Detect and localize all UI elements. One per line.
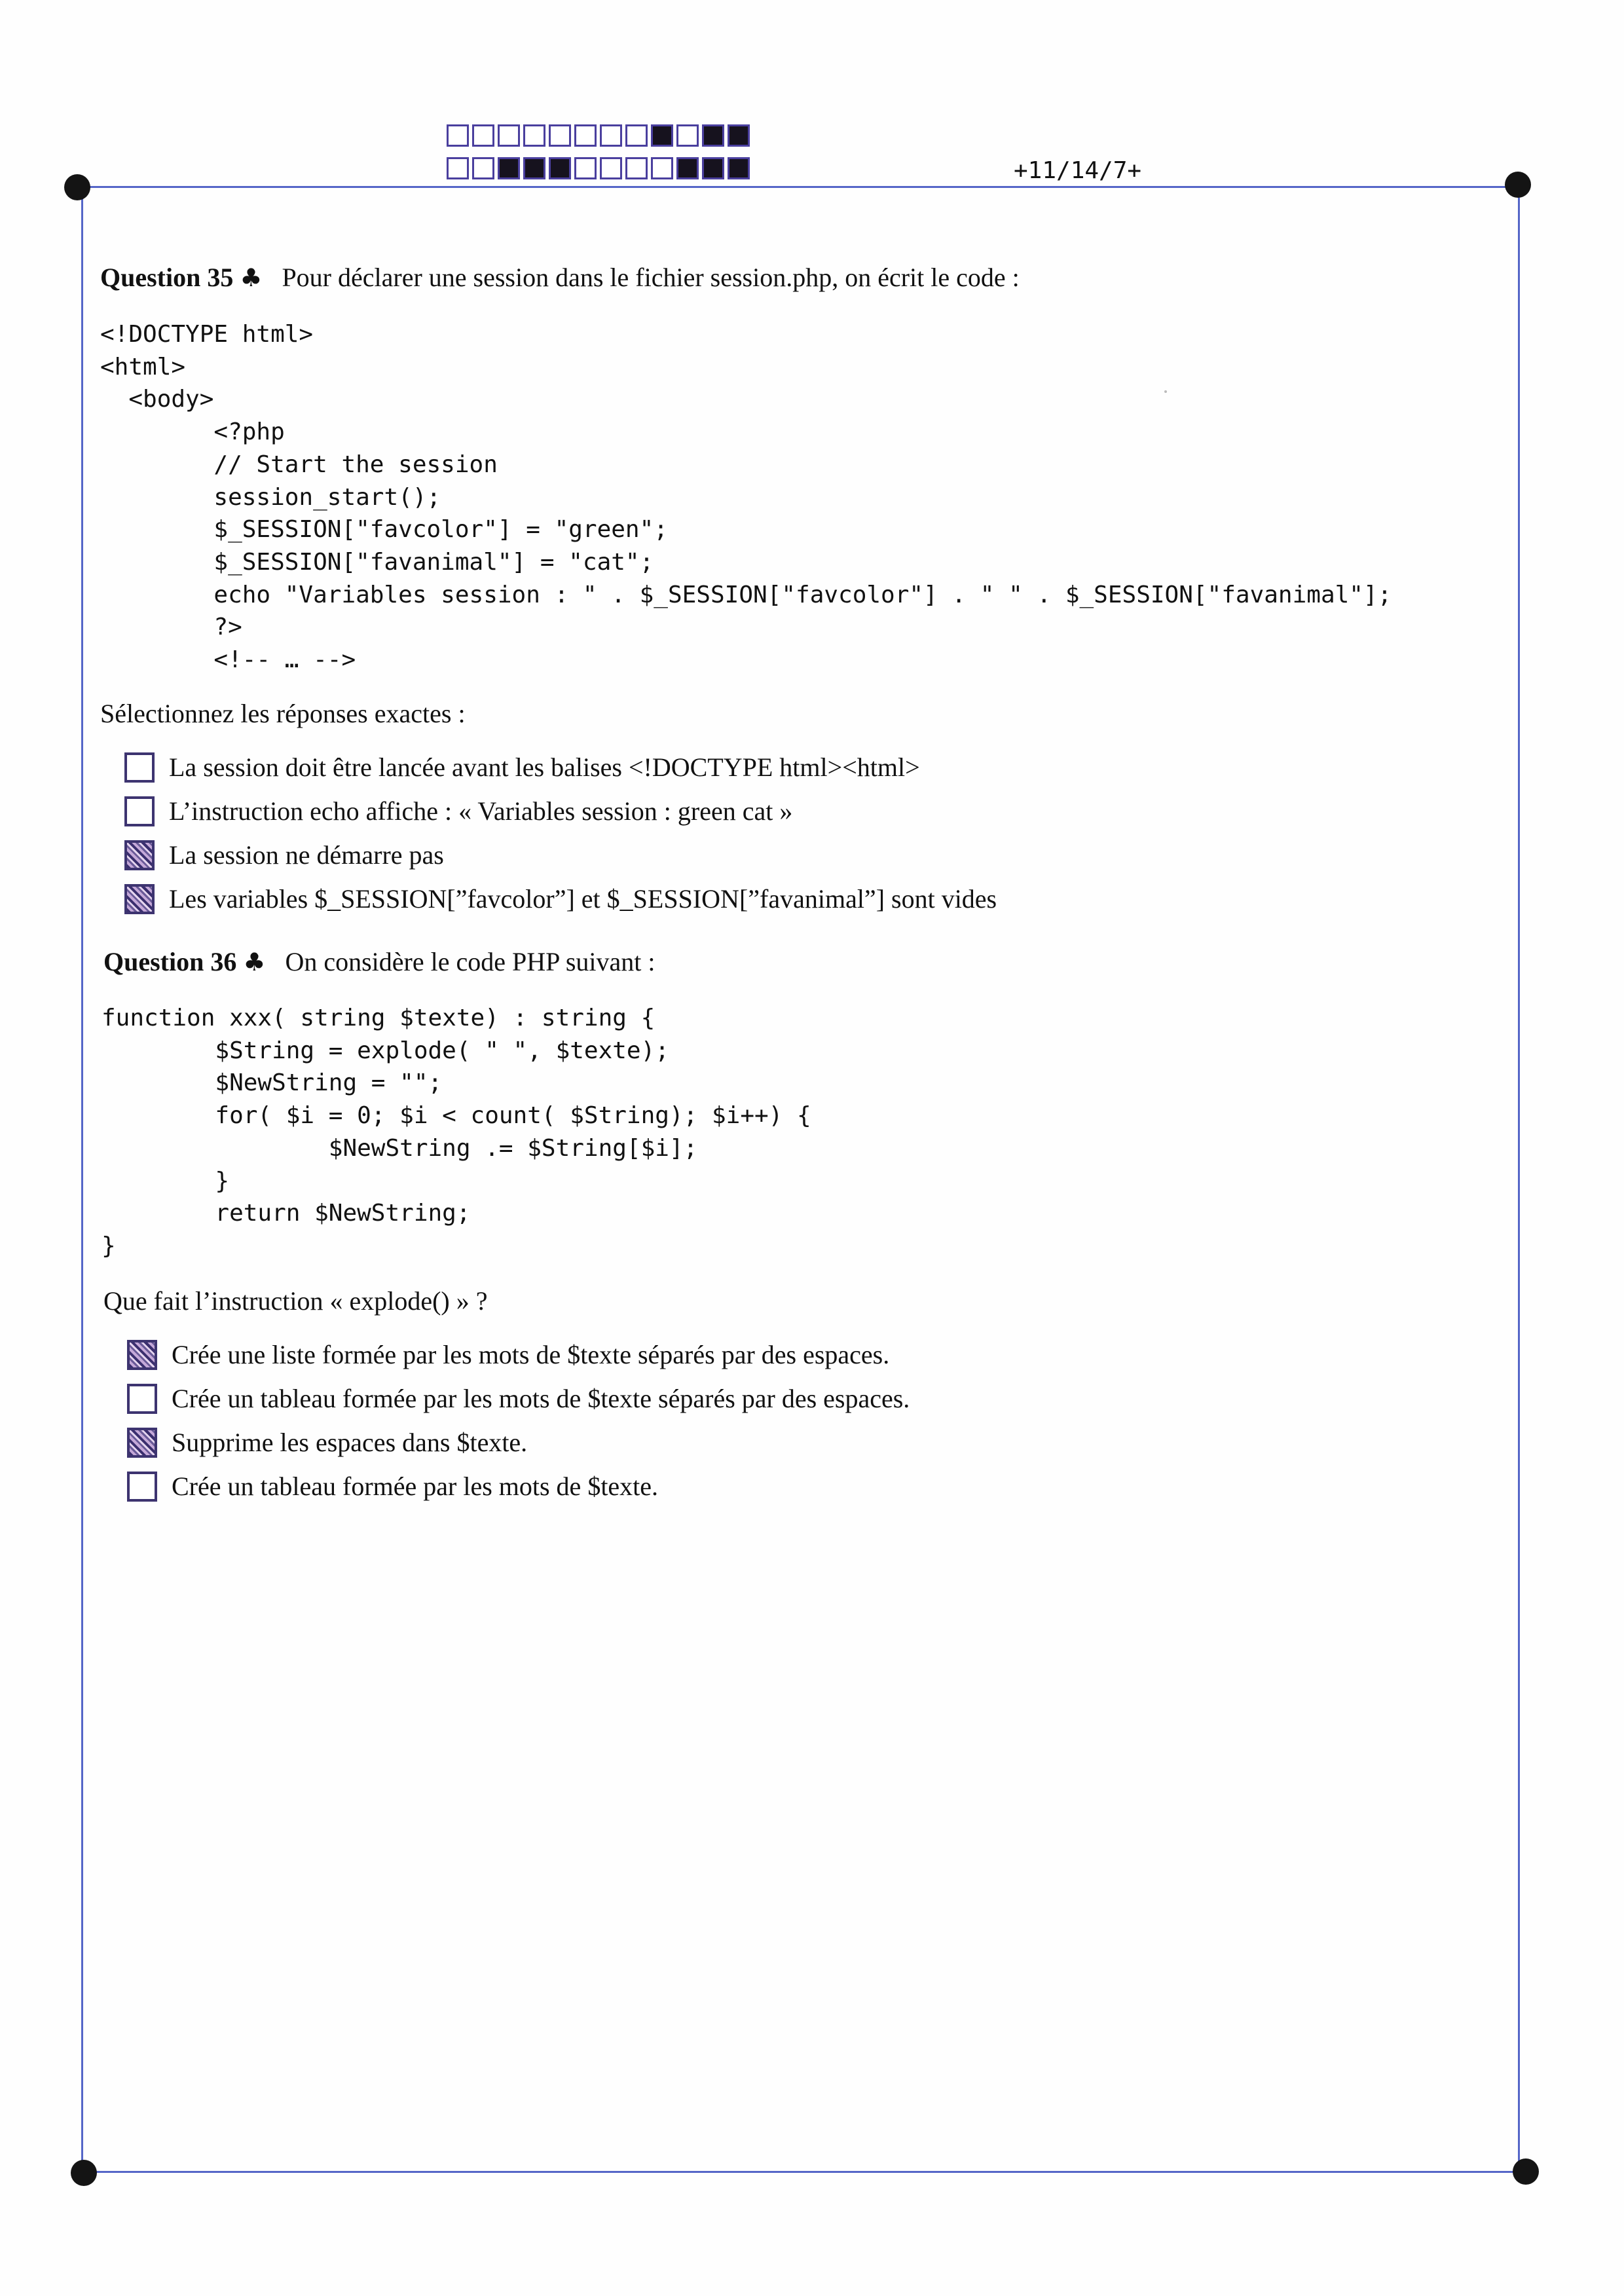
- corner-mark-top-right: [1505, 172, 1531, 198]
- question-36-label: Question 36 ♣: [103, 947, 266, 976]
- barcode-cell: [549, 157, 571, 179]
- barcode-cell: [447, 124, 469, 147]
- answer-text: Crée un tableau formée par les mots de $texte.: [172, 1472, 659, 1501]
- club-icon: ♣: [240, 263, 263, 292]
- question-36-statement: On considère le code PHP suivant :: [285, 947, 655, 976]
- barcode-cell: [702, 157, 724, 179]
- checked-checkbox[interactable]: [127, 1428, 157, 1458]
- answer-option[interactable]: [124, 752, 920, 783]
- checkbox[interactable]: [124, 796, 155, 826]
- barcode-cell: [600, 124, 622, 147]
- answer-option[interactable]: [124, 883, 997, 914]
- question-35-code: <!DOCTYPE html> <html> <body> <?php // Start the session session_start(); $_SESSION["favcolor"] = "green"; $_SESSION["favanimal"] = "cat"; echo "Variables session : " . $_SESSION["favcolor"] . " " . $_SESSION["favanimal"]; ?> <!-- … -->: [100, 321, 1392, 674]
- barcode-cell: [625, 157, 648, 179]
- question-36-title: [103, 946, 655, 977]
- question-36-prompt: Que fait l’instruction « explode() » ?: [103, 1286, 488, 1316]
- frame-bottom-line: [85, 2171, 1526, 2173]
- checked-checkbox[interactable]: [127, 1340, 157, 1370]
- checkbox[interactable]: [127, 1472, 157, 1502]
- frame-top-line: [77, 186, 1518, 188]
- barcode-cell: [574, 124, 597, 147]
- answer-option[interactable]: [127, 1427, 527, 1458]
- barcode-cell: [574, 157, 597, 179]
- barcode-cell: [523, 157, 545, 179]
- answer-option[interactable]: [124, 796, 792, 826]
- barcode-cell: [625, 124, 648, 147]
- question-35-prompt: Sélectionnez les réponses exactes :: [100, 699, 466, 728]
- frame-right-line: [1518, 186, 1520, 2173]
- barcode-cell: [728, 157, 750, 179]
- answer-text: Crée un tableau formée par les mots de $texte séparés par des espaces.: [172, 1384, 910, 1413]
- barcode-row-bottom: [447, 157, 753, 179]
- checked-checkbox[interactable]: [124, 840, 155, 870]
- barcode-cell: [676, 157, 699, 179]
- page-id: +11/14/7+: [1014, 157, 1142, 184]
- barcode-row-top: [447, 124, 753, 147]
- question-35-statement: Pour déclarer une session dans le fichier session.php, on écrit le code :: [282, 263, 1020, 292]
- barcode-cell: [447, 157, 469, 179]
- barcode-cell: [651, 157, 673, 179]
- frame-left-line: [81, 186, 83, 2173]
- barcode-cell: [702, 124, 724, 147]
- barcode-cell: [600, 157, 622, 179]
- answer-text: La session doit être lancée avant les balises <!DOCTYPE html><html>: [169, 752, 920, 782]
- barcode-cell: [472, 157, 494, 179]
- answer-text: Supprime les espaces dans $texte.: [172, 1428, 528, 1457]
- club-icon: ♣: [243, 948, 266, 976]
- barcode-cell: [676, 124, 699, 147]
- answer-option[interactable]: [127, 1383, 910, 1414]
- answer-text: La session ne démarre pas: [169, 840, 444, 870]
- corner-mark-bottom-left: [71, 2160, 97, 2186]
- checked-checkbox[interactable]: [124, 884, 155, 914]
- checkbox[interactable]: [127, 1384, 157, 1414]
- corner-mark-bottom-right: [1513, 2158, 1539, 2185]
- question-35-label: Question 35 ♣: [100, 263, 263, 292]
- barcode-cell: [498, 124, 520, 147]
- answer-option[interactable]: [127, 1471, 658, 1502]
- question-36-code: function xxx( string $texte) : string { $String = explode( " ", $texte); $NewString = ""; for( $i = 0; $i < count( $String); $i++) { $NewString .= $String[$i]; } return $NewString; }: [101, 1005, 811, 1259]
- barcode-cell: [523, 124, 545, 147]
- question-35-title: [100, 262, 1020, 293]
- barcode-cell: [472, 124, 494, 147]
- barcode-cell: [498, 157, 520, 179]
- checkbox[interactable]: [124, 752, 155, 783]
- answer-option[interactable]: [127, 1339, 889, 1370]
- answer-text: Les variables $_SESSION[”favcolor”] et $_SESSION[”favanimal”] sont vides: [169, 884, 997, 914]
- barcode-cell: [549, 124, 571, 147]
- answer-option[interactable]: [124, 840, 444, 870]
- barcode-cell: [728, 124, 750, 147]
- answer-text: Crée une liste formée par les mots de $texte séparés par des espaces.: [172, 1340, 890, 1369]
- answer-text: L’instruction echo affiche : « Variables session : green cat »: [169, 796, 793, 826]
- corner-mark-top-left: [64, 174, 90, 200]
- barcode-cell: [651, 124, 673, 147]
